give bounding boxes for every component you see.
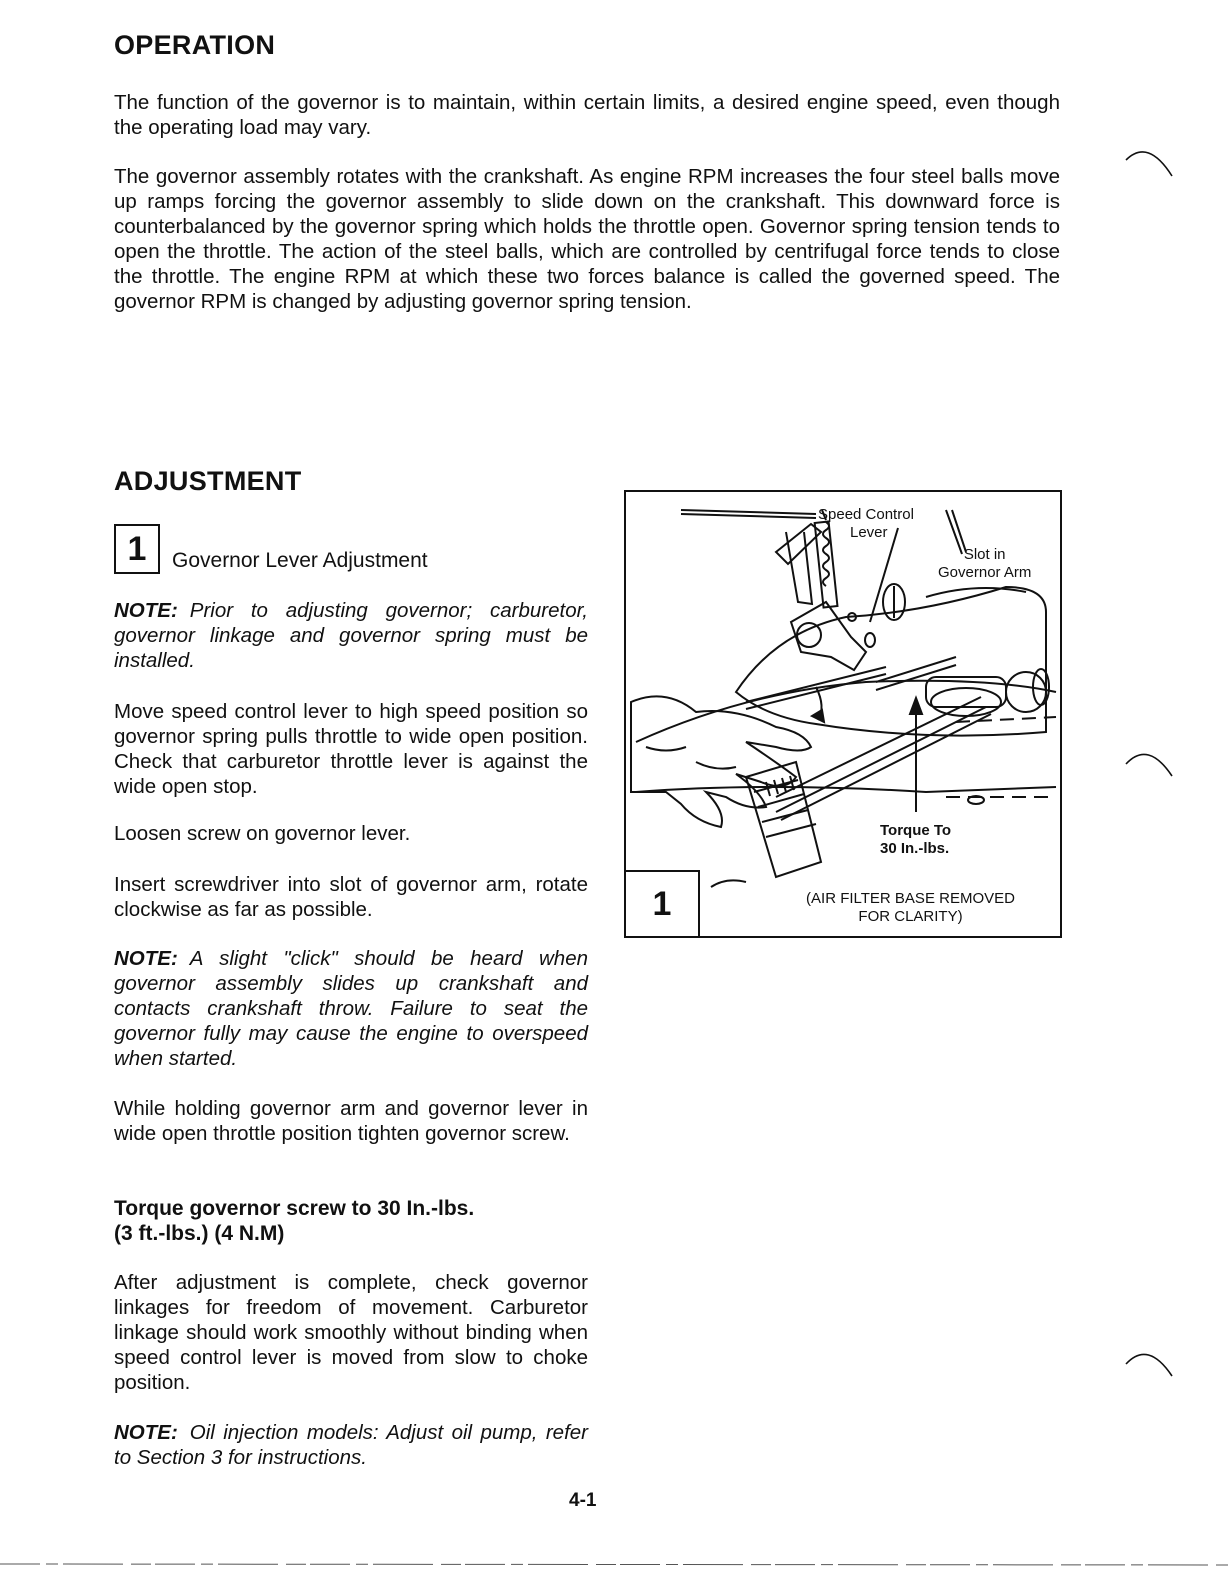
figure-number-box (626, 870, 700, 936)
label-speed-control (818, 506, 914, 542)
label-slot-line2: Governor Arm (938, 564, 1032, 581)
para-after-adjustment: After adjustment is complete, check governor linkages for freedom of movement. Carburetor linkage should work smoothly without binding when speed control lever is moved from slow to choke position. (114, 1271, 588, 1394)
label-slot-line1: Slot in (963, 546, 1006, 563)
note-label: NOTE: (114, 947, 178, 970)
para-holding: While holding governor arm and governor lever in wide open throttle position tighten governor screw. (114, 1097, 588, 1145)
note-label: NOTE: (114, 1421, 178, 1444)
operation-paragraph-1: The function of the governor is to maintain, within certain limits, a desired engine speed, even though the operating load may vary. (114, 91, 1060, 139)
label-torque (880, 822, 951, 858)
note-text: Prior to adjusting governor; carburetor, governor linkage and governor spring must be installed. (114, 599, 588, 672)
operation-heading: OPERATION (114, 30, 276, 60)
figure-caption-line1: (AIR FILTER BASE REMOVED (806, 890, 1015, 907)
torque-spec (114, 1196, 588, 1246)
figure-caption (788, 890, 1033, 926)
figure-number: 1 (652, 884, 672, 923)
binder-hole-arc-icon (1122, 140, 1182, 190)
operation-paragraph-2: The governor assembly rotates with the crankshaft. As engine RPM increases the four steel balls move up ramps forcing the governor assembly to slide down on the crankshaft. This downward force is counterbalanced by the governor spring which holds the throttle open. Governor spring tension tends to open the throttle. The action of the steel balls, which are controlled by centrifugal force tends to close the throttle. The engine RPM at which these two forces balance is called the governed speed. The governor RPM is changed by adjusting governor spring tension. (114, 165, 1060, 313)
note-label: NOTE: (114, 599, 178, 622)
figure-governor-adjustment (624, 490, 1062, 938)
step-number-box (114, 524, 160, 574)
para-insert-screwdriver: Insert screwdriver into slot of governor arm, rotate clockwise as far as possible. (114, 873, 588, 921)
label-speed-control-line1: Speed Control (818, 506, 914, 523)
note-prior-adjusting (114, 598, 588, 673)
note-oil-injection (114, 1420, 588, 1470)
scan-edge-line (0, 1560, 1228, 1570)
para-loosen-screw: Loosen screw on governor lever. (114, 822, 411, 845)
torque-line-2: (3 ft.-lbs.) (4 N.M) (114, 1222, 285, 1245)
step-number: 1 (127, 529, 147, 568)
torque-line-1: Torque governor screw to 30 In.-lbs. (114, 1197, 475, 1220)
label-torque-line1: Torque To (880, 822, 952, 839)
figure-caption-line2: FOR CLARITY) (858, 908, 963, 925)
adjustment-heading: ADJUSTMENT (114, 466, 302, 496)
page-number: 4-1 (569, 1490, 597, 1511)
label-torque-line2: 30 In.-lbs. (880, 840, 950, 857)
step-title: Governor Lever Adjustment (172, 549, 428, 572)
label-speed-control-line2: Lever (850, 524, 888, 541)
note-text: A slight "click" should be heard when governor assembly slides up crankshaft and contacts crankshaft throw. Failure to seat the governor fully may cause the engine to overspeed when started. (114, 947, 588, 1070)
label-slot-governor-arm (938, 546, 1031, 582)
note-click (114, 946, 588, 1071)
note-text: Oil injection models: Adjust oil pump, refer to Section 3 for instructions. (114, 1421, 588, 1469)
binder-hole-arc-icon (1122, 740, 1182, 790)
binder-hole-arc-icon (1122, 1340, 1182, 1390)
para-move-speed-lever: Move speed control lever to high speed position so governor spring pulls throttle to wide open position. Check that carburetor throttle lever is against the wide open stop. (114, 700, 588, 798)
